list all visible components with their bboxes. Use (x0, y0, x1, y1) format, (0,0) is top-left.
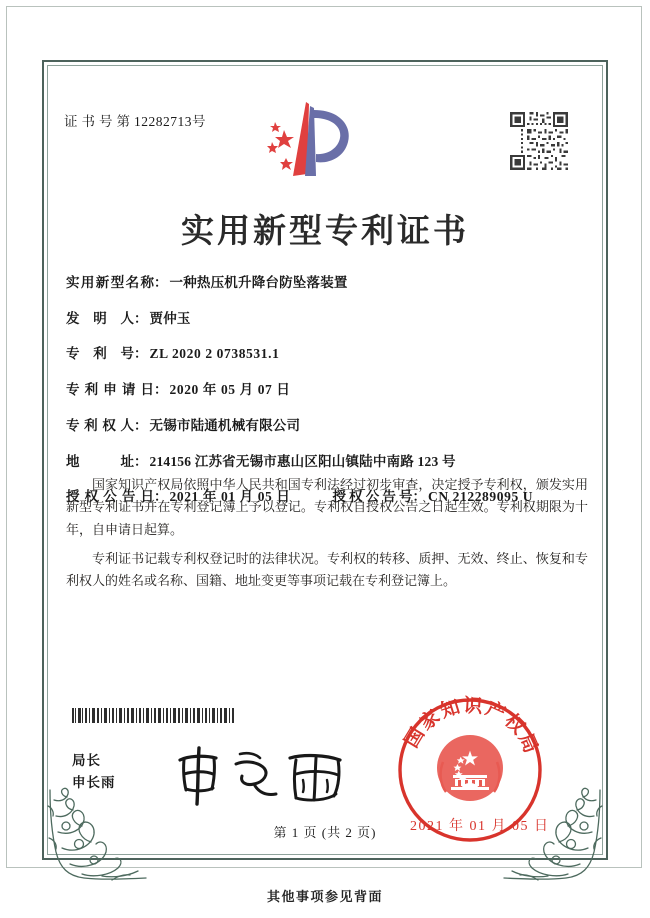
certificate-number-suffix: 号 (192, 114, 206, 129)
barcode (72, 708, 236, 723)
field-colon: ： (412, 489, 426, 505)
back-side-note: 其他事项参见背面 (266, 890, 383, 905)
director-name: 申长雨 (72, 775, 116, 791)
field-value-patent-number: ZL 2020 2 0738531.1 (149, 346, 280, 362)
certificate-content (42, 60, 608, 860)
certificate-number-value: 12282713 (134, 114, 192, 129)
field-value-patentee: 无锡市陆通机械有限公司 (149, 417, 301, 433)
field-value-application-date: 2020 年 05 月 07 日 (169, 382, 291, 398)
field-colon: ： (134, 310, 148, 326)
seal-date: 2021 年 01 月 05 日 (410, 819, 550, 834)
qr-code-icon (508, 110, 570, 172)
field-label-patentee: 专利权人 (66, 417, 134, 433)
field-colon: ： (154, 489, 168, 505)
field-value-invention-name: 一种热压机升降台防坠落装置 (169, 275, 348, 290)
field-row-invention-name (66, 274, 586, 292)
page-number: 第 1 页 (共 2 页) (273, 825, 377, 840)
field-colon: ： (134, 346, 148, 362)
field-row-address (66, 453, 586, 471)
field-value-inventor: 贾仲玉 (149, 310, 191, 326)
field-label-application-date: 专利申请日 (66, 382, 154, 398)
certificate-number (64, 110, 206, 130)
field-row-patent-number (66, 345, 586, 363)
field-value-address: 214156 江苏省无锡市惠山区阳山镇陆中南路 123 号 (149, 453, 456, 469)
field-value-announcement-date: 2021 年 01 月 05 日 (169, 489, 291, 505)
paragraph-grant-statement: 国家知识产权局依照中华人民共和国专利法经过初步审查，决定授予专利权，颁发实用新型专利证书并在专利登记簿上予以登记。专利权自授权公告之日起生效。专利权期限为十年，自申请日起算。 (66, 478, 588, 538)
field-colon: ： (154, 382, 168, 398)
cnipa-emblem-icon (260, 96, 356, 188)
field-label-announcement-date: 授权公告日 (66, 489, 154, 505)
field-row-inventor (66, 310, 586, 328)
field-colon: ： (134, 453, 148, 469)
field-label-announcement-number: 授权公告号 (332, 489, 413, 505)
field-colon: ： (134, 417, 148, 433)
director-title-label: 局长 (72, 753, 101, 768)
field-row-application-date (66, 381, 586, 399)
certificate-number-label: 证书号第 (64, 114, 134, 129)
field-value-announcement-number: CN 212289095 U (427, 489, 534, 505)
body-text (66, 475, 588, 601)
field-label-inventor: 发明人 (66, 310, 134, 326)
field-label-invention-name: 实用新型名称 (66, 275, 154, 290)
director-signature-block (72, 750, 116, 795)
field-label-address: 地址 (66, 453, 134, 469)
paragraph-registry-statement: 专利证书记载专利权登记时的法律状况。专利权的转移、质押、无效、终止、恢复和专利权人的姓名或名称、国籍、地址变更等事项记载在专利登记簿上。 (66, 552, 588, 590)
field-row-patentee (66, 417, 586, 435)
field-label-patent-number: 专利号 (66, 346, 134, 362)
svg-text:国家知识产权局: 国家知识产权局 (400, 694, 543, 759)
handwritten-signature (170, 742, 360, 808)
page-title: 实用新型专利证书 (181, 211, 469, 250)
field-colon: ： (154, 275, 168, 290)
